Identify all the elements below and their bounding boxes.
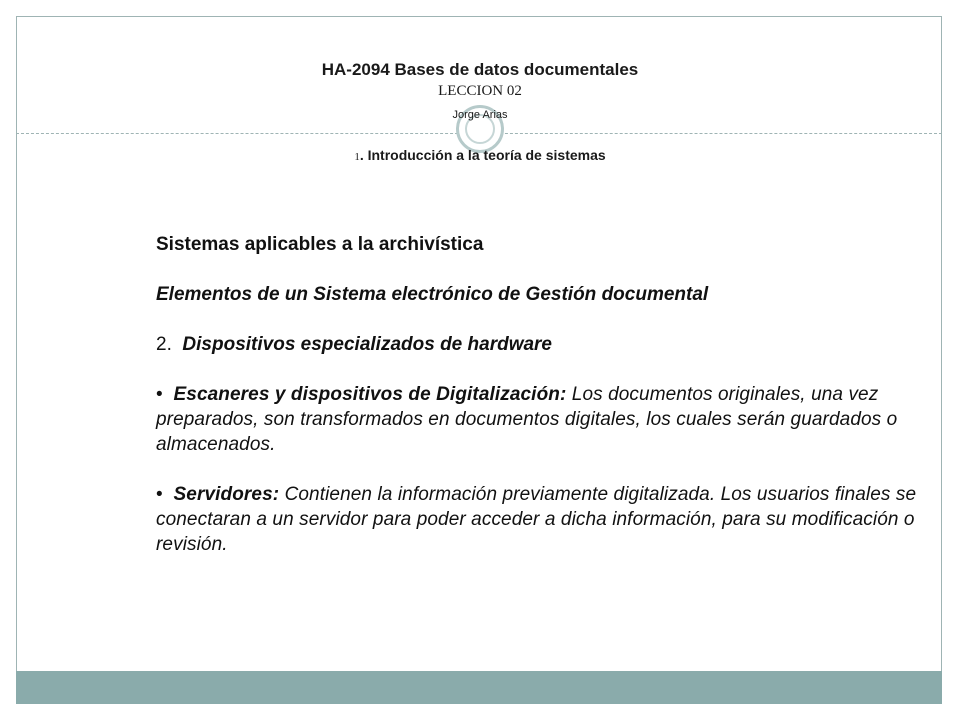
bullet-term: Servidores: — [173, 484, 280, 505]
lesson-label: LECCION 02 — [438, 83, 522, 99]
item-heading — [156, 332, 928, 357]
bottom-band — [16, 671, 942, 704]
bullet-text: Contienen la información previamente digitalizada. Los usuarios finales se conectaran a un servidor para poder acceder a dicha información, para su modificación o revisión. — [156, 484, 917, 555]
bullet-term: Escaneres y dispositivos de Digitalización: — [173, 384, 567, 405]
bullet-servers — [156, 482, 928, 557]
course-title: HA-2094 Bases de datos documentales — [321, 60, 639, 79]
author-name: Jorge Arias — [452, 109, 508, 121]
bullet-marker: • — [156, 484, 163, 505]
item-number: 2. — [156, 334, 172, 355]
bullet-marker: • — [156, 384, 163, 405]
section-number: 1 — [354, 151, 360, 163]
item-title: Dispositivos especializados de hardware — [182, 334, 553, 355]
content-heading: Sistemas aplicables a la archivística — [156, 234, 484, 255]
section-title-text: . Introducción a la teoría de sistemas — [359, 147, 606, 163]
slide-content — [156, 232, 928, 557]
section-title — [0, 147, 960, 163]
bullet-text: Los documentos originales, una vez preparados, son transformados en documentos digitales, los cuales serán guardados o almacenados. — [156, 384, 898, 455]
content-subheading: Elementos de un Sistema electrónico de Gestión documental — [156, 284, 709, 305]
bullet-scanners — [156, 382, 928, 457]
